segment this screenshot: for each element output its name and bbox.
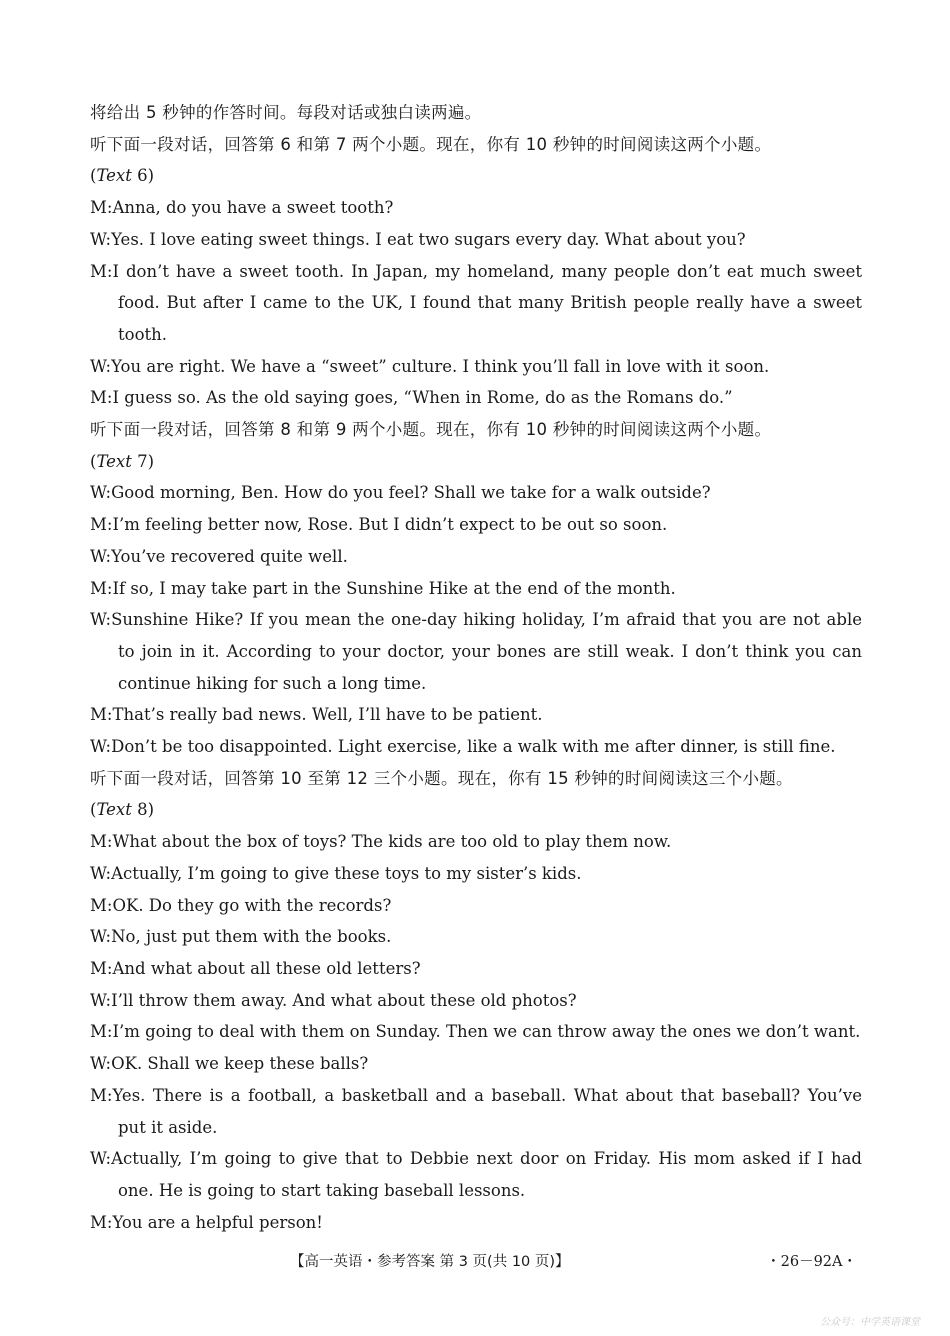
dialogue-line: W:OK. Shall we keep these balls? [90,1054,369,1074]
speaker-label: W [90,483,106,503]
speaker-label: M [90,1212,107,1232]
speaker-label: M [90,515,107,535]
dialogue-text: I’m going to deal with them on Sunday. Then we can throw away the ones we don’t want. [112,1022,861,1042]
dialogue-line: M:OK. Do they go with the records? [90,895,392,915]
dialogue-line: M:I don’t have a sweet tooth. In Japan, my homeland, many people don’t eat much sweet food. But after I came to the UK, I found that many British people really have a sweet tooth. [90,261,862,344]
speaker-label: M [90,832,107,852]
speaker-label: W [90,737,106,757]
dialogue-line: M:And what about all these old letters? [90,958,421,978]
dialogue-text: And what about all these old letters? [112,958,421,978]
dialogue-text: You are a helpful person! [112,1212,323,1232]
speaker-label: W [90,1149,106,1169]
dialogue-text: Anna, do you have a sweet tooth? [112,198,394,218]
dialogue-line: W:Good morning, Ben. How do you feel? Shall we take for a walk outside? [90,483,711,503]
dialogue-text: Yes. I love eating sweet things. I eat two sugars every day. What about you? [111,229,746,249]
speaker-label: M [90,261,107,281]
dialogue-text: OK. Shall we keep these balls? [111,1054,369,1074]
section-instruction: 听下面一段对话，回答第 10 至第 12 三个小题。现在，你有 15 秒钟的时间阅读这三个小题。 [90,768,793,788]
dialogue-text: Sunshine Hike? If you mean the one-day hiking holiday, I’m afraid that you are not able to join in it. According to your doctor, your bones are still weak. I don’t think you can continue hiking for such a long time. [111,610,862,693]
dialogue-line: M:If so, I may take part in the Sunshine Hike at the end of the month. [90,578,676,598]
dialogue-line: W:Actually, I’m going to give these toys to my sister’s kids. [90,863,582,883]
dialogue-line: M:Anna, do you have a sweet tooth? [90,198,394,218]
dialogue-text: Actually, I’m going to give that to Debbie next door on Friday. His mom asked if I had one. He is going to start taking baseball lessons. [111,1149,862,1200]
text-heading-number: 6 [137,166,148,186]
dialogue-line: W:You are right. We have a “sweet” culture. I think you’ll fall in love with it soon. [90,356,770,376]
speaker-label: M [90,705,107,725]
dialogue-text: I don’t have a sweet tooth. In Japan, my homeland, many people don’t eat much sweet food. But after I came to the UK, I found that many British people really have a sweet tooth. [112,261,862,344]
text-heading-label: Text [96,166,132,186]
dialogue-line: M:I guess so. As the old saying goes, “When in Rome, do as the Romans do.” [90,388,733,408]
speaker-label: W [90,229,106,249]
document-body [90,97,862,1238]
text-heading-number: 8 [137,800,148,820]
dialogue-text: Good morning, Ben. How do you feel? Shall we take for a walk outside? [111,483,711,503]
page-footer [0,1250,950,1272]
dialogue-text: You are right. We have a “sweet” culture. I think you’ll fall in love with it soon. [111,356,770,376]
footer-title: 【高一英语・参考答案 第 3 页(共 10 页)】 [290,1254,570,1270]
speaker-label: W [90,863,106,883]
dialogue-text: You’ve recovered quite well. [111,546,348,566]
text-heading-label: Text [96,800,132,820]
dialogue-text: I’ll throw them away. And what about these old photos? [111,990,577,1010]
speaker-label: M [90,388,107,408]
dialogue-text: That’s really bad news. Well, I’ll have to be patient. [112,705,543,725]
dialogue-text: Yes. There is a football, a basketball and a baseball. What about that baseball? You’ve put it aside. [112,1085,862,1137]
watermark: 公众号：中学英语课堂 [820,1317,920,1328]
dialogue-text: I’m feeling better now, Rose. But I didn’t expect to be out so soon. [112,515,668,535]
dialogue-line: W:I’ll throw them away. And what about these old photos? [90,990,577,1010]
speaker-label: M [90,198,107,218]
dialogue-line: W:No, just put them with the books. [90,927,392,947]
speaker-label: M [90,578,107,598]
text-heading: (Text 6) [90,166,155,186]
speaker-label: M [90,1085,107,1105]
section-instruction: 将给出 5 秒钟的作答时间。每段对话或独白读两遍。 [90,103,482,122]
dialogue-line: W:Don’t be too disappointed. Light exercise, like a walk with me after dinner, is still fine. [90,737,836,757]
dialogue-text: What about the box of toys? The kids are too old to play them now. [112,832,672,852]
dialogue-line: M:I’m going to deal with them on Sunday. Then we can throw away the ones we don’t want. [90,1022,861,1042]
dialogue-line: M:Yes. There is a football, a basketball and a baseball. What about that baseball? You’ve put it aside. [90,1085,862,1137]
dialogue-line: M:What about the box of toys? The kids are too old to play them now. [90,832,672,852]
dialogue-text: OK. Do they go with the records? [112,895,392,915]
dialogue-text: If so, I may take part in the Sunshine Hike at the end of the month. [112,578,676,598]
dialogue-line: W:Sunshine Hike? If you mean the one-day hiking holiday, I’m afraid that you are not able to join in it. According to your doctor, your bones are still weak. I don’t think you can continue hiking for such a long time. [90,610,862,693]
speaker-label: W [90,990,106,1010]
footer-page-code: ・26－92A・ [766,1254,857,1270]
dialogue-line: M:You are a helpful person! [90,1212,323,1232]
dialogue-line: M:I’m feeling better now, Rose. But I didn’t expect to be out so soon. [90,515,668,535]
section-instruction: 听下面一段对话，回答第 8 和第 9 两个小题。现在，你有 10 秒钟的时间阅读这两个小题。 [90,420,772,440]
speaker-label: M [90,1022,107,1042]
text-heading: (Text 7) [90,451,155,471]
text-heading-label: Text [96,451,132,471]
dialogue-text: Actually, I’m going to give these toys to my sister’s kids. [111,863,582,883]
text-heading-number: 7 [137,451,148,471]
speaker-label: M [90,958,107,978]
dialogue-text: No, just put them with the books. [111,927,392,947]
speaker-label: W [90,546,106,566]
dialogue-text: Don’t be too disappointed. Light exercise, like a walk with me after dinner, is still fine. [111,737,836,757]
dialogue-line: W:Yes. I love eating sweet things. I eat two sugars every day. What about you? [90,229,746,249]
speaker-label: M [90,895,107,915]
text-heading: (Text 8) [90,800,155,820]
dialogue-line: M:That’s really bad news. Well, I’ll have to be patient. [90,705,543,725]
section-instruction: 听下面一段对话，回答第 6 和第 7 两个小题。现在，你有 10 秒钟的时间阅读这两个小题。 [90,134,772,154]
dialogue-line: W:Actually, I’m going to give that to Debbie next door on Friday. His mom asked if I had one. He is going to start taking baseball lessons. [90,1149,862,1200]
speaker-label: W [90,610,106,630]
dialogue-line: W:You’ve recovered quite well. [90,546,348,566]
speaker-label: W [90,1054,106,1074]
dialogue-text: I guess so. As the old saying goes, “When in Rome, do as the Romans do.” [112,388,733,408]
speaker-label: W [90,356,106,376]
speaker-label: W [90,927,106,947]
